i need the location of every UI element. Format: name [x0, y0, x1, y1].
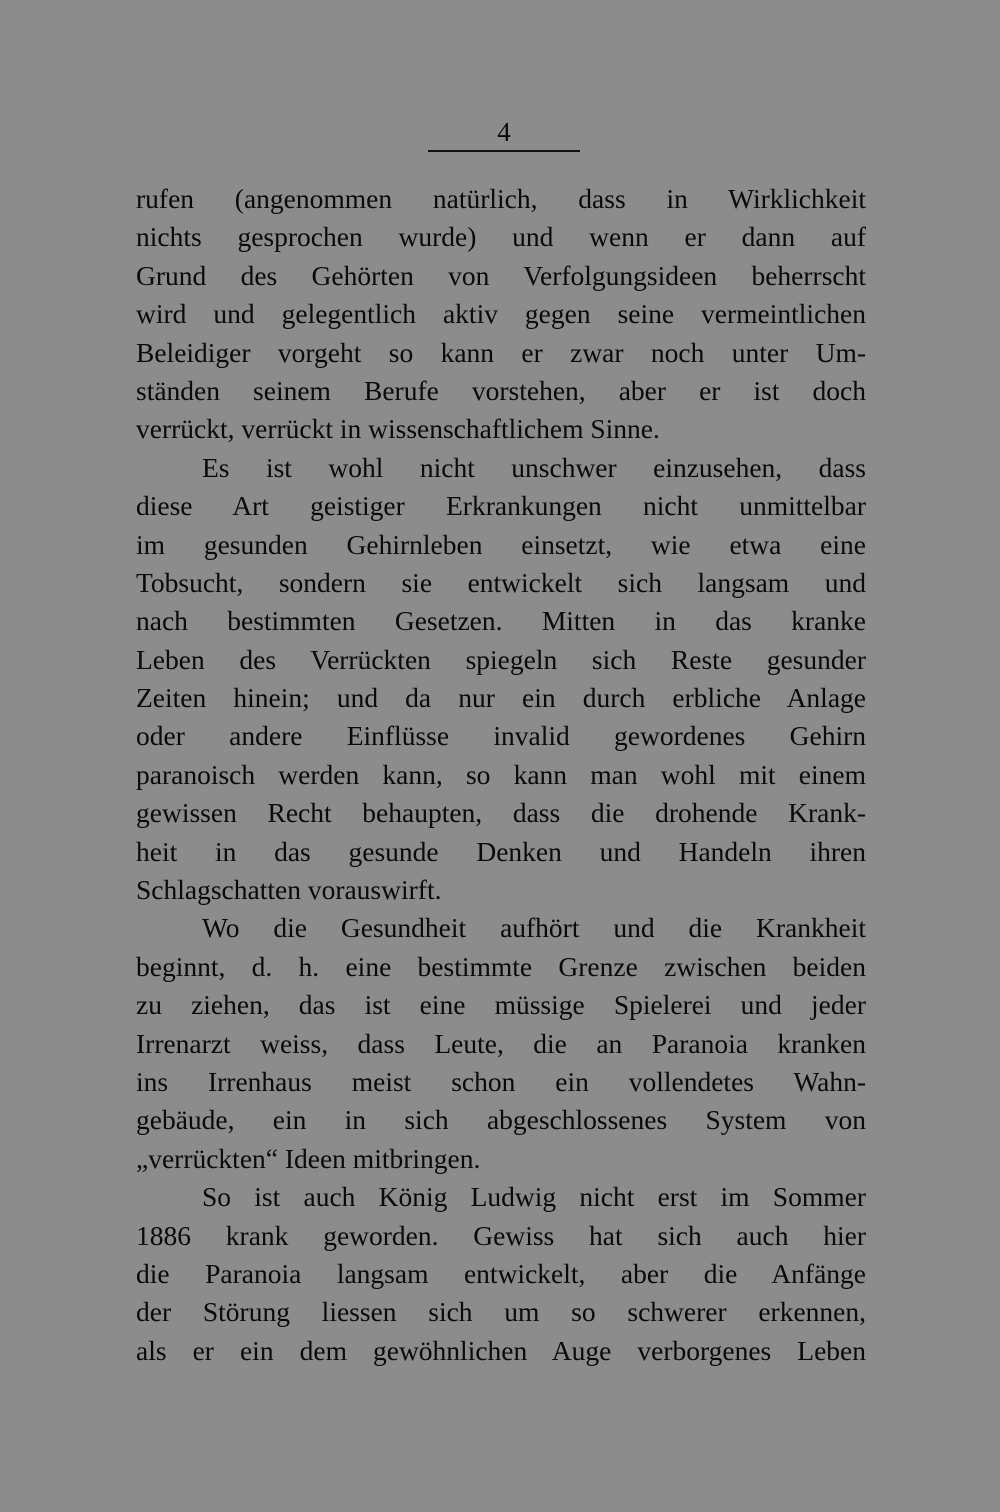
page-number: 4 [497, 117, 511, 147]
text-line: die Paranoia langsam entwickelt, aber die Anfänge [136, 1257, 866, 1289]
text-line: nach bestimmten Gesetzen. Mitten in das kranke [136, 605, 866, 637]
text-line: Schlagschatten vorauswirft. [136, 874, 442, 906]
text-line: als er ein dem gewöhnlichen Auge verborgenes Leben [136, 1334, 866, 1366]
text-line: heit in das gesunde Denken und Handeln ihren [136, 835, 866, 867]
text-line: ins Irrenhaus meist schon ein vollendetes Wahn- [136, 1065, 866, 1097]
text-line: nichts gesprochen wurde) und wenn er dann auf [136, 221, 866, 253]
text-line: „verrückten“ Ideen mitbringen. [136, 1142, 481, 1174]
text-line: beginnt, d. h. eine bestimmte Grenze zwischen beiden [136, 950, 866, 982]
text-line: gebäude, ein in sich abgeschlossenes System von [136, 1104, 866, 1136]
text-line: im gesunden Gehirnleben einsetzt, wie etwa eine [136, 528, 866, 560]
text-line: ständen seinem Berufe vorstehen, aber er ist doch [136, 374, 866, 406]
text-line: Irrenarzt weiss, dass Leute, die an Paranoia kranken [136, 1027, 866, 1059]
text-line: Tobsucht, sondern sie entwickelt sich langsam und [136, 566, 866, 598]
text-line: zu ziehen, das ist eine müssige Spielerei und jeder [136, 989, 866, 1021]
text-line: wird und gelegentlich aktiv gegen seine vermeintlichen [136, 298, 866, 330]
text-line: diese Art geistiger Erkrankungen nicht unmittelbar [136, 490, 866, 522]
text-line: Leben des Verrückten spiegeln sich Reste gesunder [136, 643, 866, 675]
text-line: rufen (angenommen natürlich, dass in Wirklichkeit [136, 183, 866, 214]
text-line: So ist auch König Ludwig nicht erst im Sommer [202, 1181, 866, 1213]
text-line: verrückt, verrückt in wissenschaftlichem Sinne. [136, 413, 660, 445]
text-line: 1886 krank geworden. Gewiss hat sich auch hier [136, 1219, 866, 1251]
text-line: Grund des Gehörten von Verfolgungsideen beherrscht [136, 259, 866, 291]
text-line: Es ist wohl nicht unschwer einzusehen, dass [202, 451, 866, 483]
text-line: paranoisch werden kann, so kann man wohl mit einem [136, 758, 866, 790]
text-line: oder andere Einflüsse invalid gewordenes Gehirn [136, 720, 866, 752]
text-line: Wo die Gesundheit aufhört und die Krankheit [202, 912, 866, 944]
text-line: Beleidiger vorgeht so kann er zwar noch unter Um- [136, 336, 866, 368]
page-header [428, 116, 580, 152]
text-line: gewissen Recht behaupten, dass die drohende Krank- [136, 797, 866, 829]
page-number-rule [428, 150, 580, 152]
text-line: Zeiten hinein; und da nur ein durch erbliche Anlage [136, 682, 866, 714]
text-line: der Störung liessen sich um so schwerer erkennen, [136, 1296, 866, 1328]
body-text [136, 180, 866, 1370]
